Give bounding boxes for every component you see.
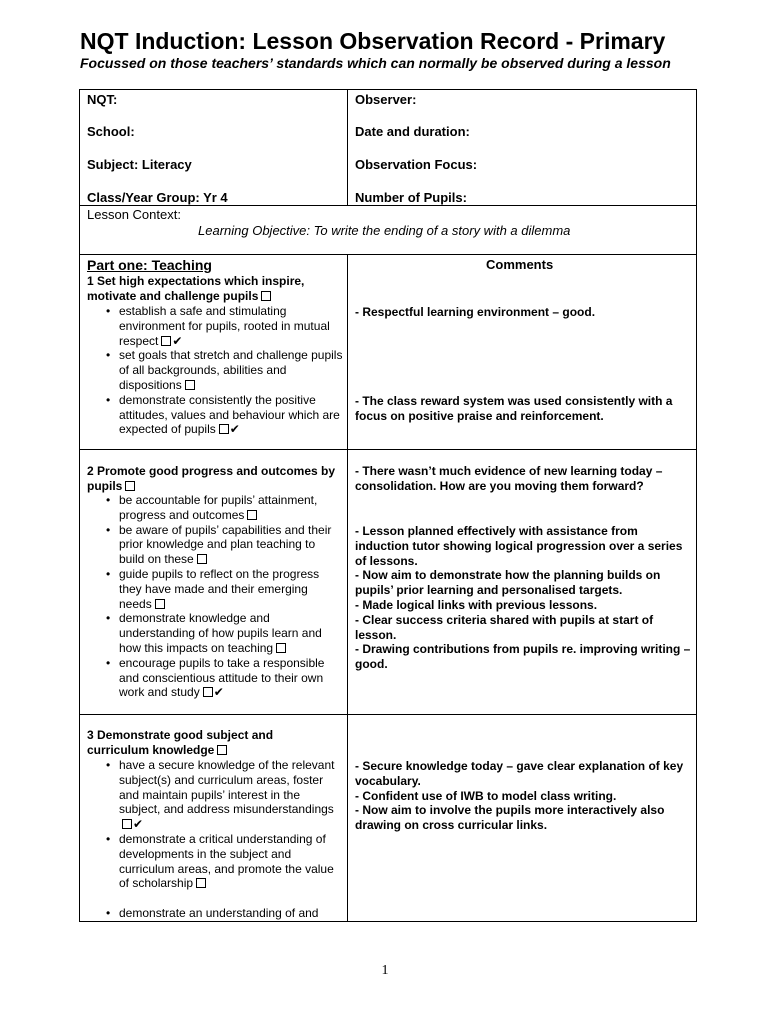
row-divider bbox=[79, 205, 697, 206]
checkmark-icon: ✔ bbox=[213, 685, 224, 700]
comments-heading: Comments bbox=[486, 257, 554, 272]
subject-label: Subject: Literacy bbox=[87, 157, 192, 172]
list-item bbox=[119, 656, 341, 700]
standard-1-heading bbox=[87, 274, 342, 304]
checkbox-icon bbox=[219, 424, 229, 434]
standard-2-list bbox=[79, 493, 341, 700]
row-divider bbox=[79, 714, 697, 715]
list-item-text: guide pupils to reflect on the progress they have made and their emerging needs bbox=[119, 566, 320, 611]
standard-heading-text: 2 Promote good progress and outcomes by pupils bbox=[87, 464, 336, 493]
list-item-text: encourage pupils to take a responsible and conscientious attitude to their own work and study bbox=[119, 655, 325, 700]
list-item bbox=[119, 611, 341, 655]
lesson-context-label: Lesson Context: bbox=[87, 207, 181, 222]
list-item bbox=[119, 393, 344, 437]
school-label: School: bbox=[87, 124, 135, 139]
page-title: NQT Induction: Lesson Observation Record - Primary bbox=[80, 28, 666, 54]
list-item-text: set goals that stretch and challenge pupils of all backgrounds, abilities and dispositions bbox=[119, 348, 343, 392]
standard-1-list bbox=[79, 304, 344, 437]
checkbox-icon bbox=[125, 481, 135, 491]
standard-3-list bbox=[79, 758, 341, 921]
date-duration-label: Date and duration: bbox=[355, 124, 470, 139]
comment-text: - There wasn’t much evidence of new learning today – consolidation. How are you moving them forward? bbox=[355, 464, 663, 493]
column-divider bbox=[347, 254, 348, 922]
checkbox-icon bbox=[261, 291, 271, 301]
checkmark-icon: ✔ bbox=[133, 817, 144, 832]
checkbox-icon bbox=[247, 510, 257, 520]
part-one-heading: Part one: Teaching bbox=[87, 257, 212, 273]
checkmark-icon: ✔ bbox=[172, 333, 183, 348]
list-item bbox=[119, 832, 341, 891]
comment-text: - The class reward system was used consistently with a focus on positive praise and reinforcement. bbox=[355, 394, 673, 423]
checkbox-icon bbox=[276, 643, 286, 653]
standard-heading-text: 3 Demonstrate good subject and curriculum knowledge bbox=[87, 728, 274, 757]
standard-3-heading bbox=[87, 728, 327, 758]
comment-text: - Respectful learning environment – good. bbox=[355, 305, 596, 319]
list-item bbox=[119, 493, 341, 523]
list-item bbox=[119, 758, 341, 832]
row-divider bbox=[79, 254, 697, 255]
class-year-label: Class/Year Group: Yr 4 bbox=[87, 190, 228, 205]
row-divider bbox=[79, 449, 697, 450]
list-item-text: be aware of pupils’ capabilities and their prior knowledge and plan teaching to build on these bbox=[119, 522, 332, 567]
checkbox-icon bbox=[197, 554, 207, 564]
checkbox-icon bbox=[203, 687, 213, 697]
nqt-label: NQT: bbox=[87, 92, 118, 107]
list-item-text: demonstrate consistently the positive attitudes, values and behaviour which are expected of pupils bbox=[119, 392, 340, 437]
list-item bbox=[119, 304, 344, 348]
list-item-text: be accountable for pupils’ attainment, progress and outcomes bbox=[119, 493, 318, 522]
checkbox-icon bbox=[122, 819, 132, 829]
checkbox-icon bbox=[161, 336, 171, 346]
list-item bbox=[119, 348, 344, 392]
column-divider bbox=[347, 89, 348, 205]
comment-text: - Secure knowledge today – gave clear explanation of key vocabulary. - Confident use of IWB to model class writing. - Now aim to involve the pupils more interactively also drawing on cross curricular links. bbox=[355, 759, 684, 833]
list-item-text: demonstrate knowledge and understanding of how pupils learn and how this impacts on teaching bbox=[119, 611, 322, 655]
list-item bbox=[119, 523, 341, 567]
checkbox-icon bbox=[185, 380, 195, 390]
list-item-text: establish a safe and stimulating environment for pupils, rooted in mutual respect bbox=[119, 304, 330, 348]
list-item-text: demonstrate an understanding of and bbox=[119, 906, 319, 921]
observer-label: Observer: bbox=[355, 92, 417, 107]
list-item-text: have a secure knowledge of the relevant subject(s) and curriculum areas, foster and maintain pupils’ interest in the subject, and address misunderstandings bbox=[119, 758, 335, 817]
checkbox-icon bbox=[217, 745, 227, 755]
standard-heading-text: 1 Set high expectations which inspire, motivate and challenge pupils bbox=[87, 274, 305, 303]
number-of-pupils-label: Number of Pupils: bbox=[355, 190, 467, 205]
list-item bbox=[119, 906, 341, 921]
checkmark-icon: ✔ bbox=[229, 422, 240, 437]
checkbox-icon bbox=[196, 878, 206, 888]
list-item-text: demonstrate a critical understanding of developments in the subject and curriculum areas, and promote the value of scholarship bbox=[119, 831, 334, 891]
checkbox-icon bbox=[155, 599, 165, 609]
observation-focus-label: Observation Focus: bbox=[355, 157, 478, 172]
page-subtitle: Focussed on those teachers’ standards which can normally be observed during a lesson bbox=[80, 55, 671, 71]
learning-objective: Learning Objective: To write the ending of a story with a dilemma bbox=[198, 223, 571, 238]
standard-2-heading bbox=[87, 464, 347, 494]
list-item bbox=[119, 567, 341, 611]
comment-text: - Lesson planned effectively with assistance from induction tutor showing logical progression over a series of lessons. - Now aim to demonstrate how the planning builds on pupils’ prior learning and personalised targets. - Made logical links with previous lessons. - Clear success criteria shared with pupils at start of lesson. - Drawing contributions from pupils re. improving writing – good. bbox=[355, 524, 691, 672]
page-number: 1 bbox=[381, 963, 389, 978]
